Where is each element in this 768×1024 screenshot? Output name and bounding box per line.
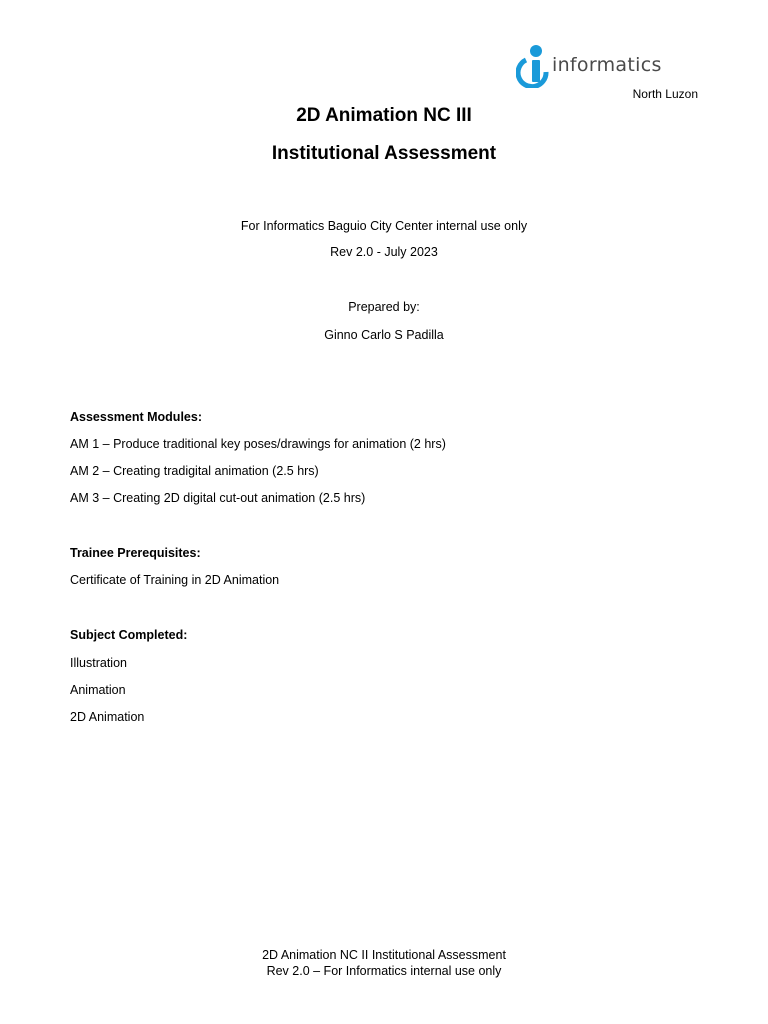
document-subtitle: Institutional Assessment	[271, 143, 497, 164]
subjects-heading	[70, 627, 690, 643]
list-item: Certificate of Training in 2D Animation	[70, 573, 280, 587]
list-item: AM 2 – Creating tradigital animation (2.5 hrs)	[70, 464, 319, 478]
logo-wordmark: informatics	[552, 54, 662, 76]
modules-heading	[70, 409, 690, 425]
logo-subtitle: North Luzon	[632, 87, 698, 101]
preparer-name: Ginno Carlo S Padilla	[324, 328, 444, 342]
prepared-by-label: Prepared by:	[348, 300, 420, 314]
informatics-i-icon	[516, 44, 552, 88]
section-heading: Assessment Modules:	[70, 410, 202, 424]
section-heading: Subject Completed:	[70, 628, 188, 642]
list-item: 2D Animation	[70, 710, 145, 724]
section-heading: Trainee Prerequisites:	[70, 546, 201, 560]
list-item: Animation	[70, 683, 126, 697]
footer-note: Rev 2.0 – For Informatics internal use only	[266, 964, 502, 978]
document-title: 2D Animation NC III	[296, 105, 472, 126]
list-item: Illustration	[70, 656, 127, 670]
revision-line: Rev 2.0 - July 2023	[330, 245, 438, 259]
informatics-logo	[516, 44, 698, 88]
list-item: AM 1 – Produce traditional key poses/drawings for animation (2 hrs)	[70, 437, 446, 451]
usage-note: For Informatics Baguio City Center internal use only	[240, 219, 528, 233]
list-item: AM 3 – Creating 2D digital cut-out animation (2.5 hrs)	[70, 491, 366, 505]
prerequisites-heading	[70, 545, 690, 561]
footer-title: 2D Animation NC II Institutional Assessment	[262, 948, 506, 962]
